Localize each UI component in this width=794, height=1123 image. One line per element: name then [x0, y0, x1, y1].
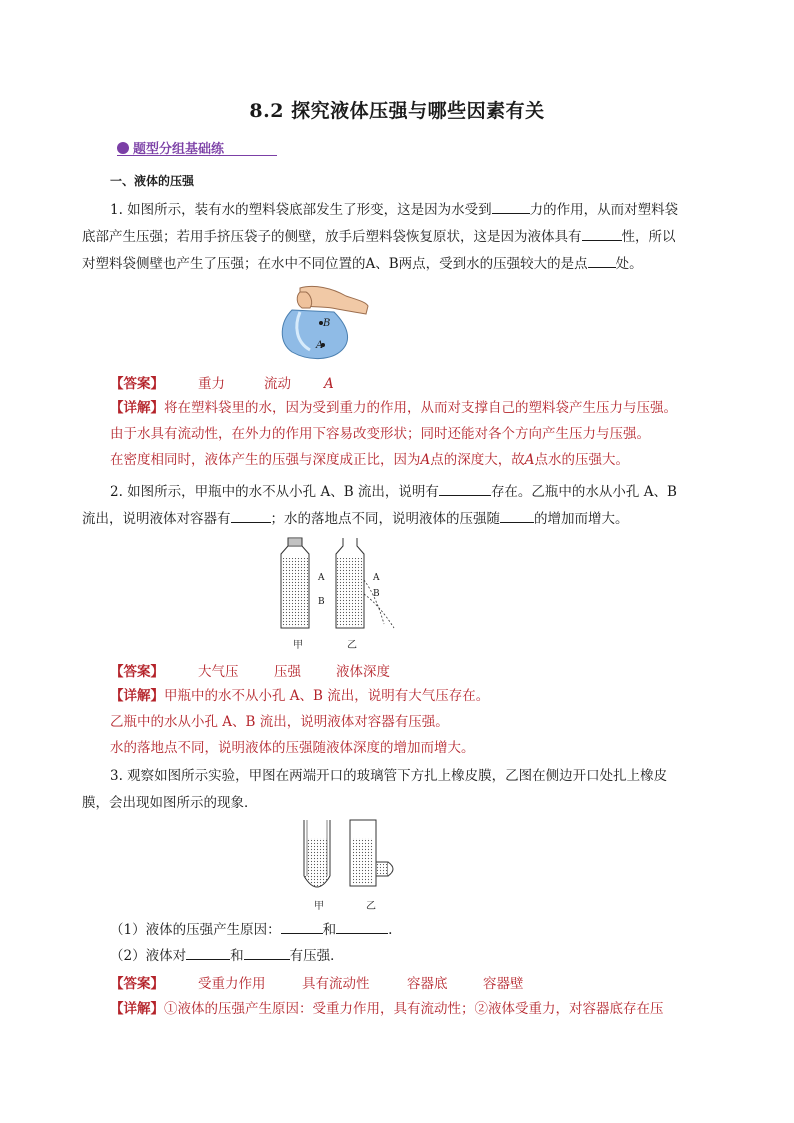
q3-sub2: [110, 944, 344, 966]
bullet-icon: [117, 142, 129, 154]
q3-text: （1）液体的压强产生原因：: [110, 922, 281, 938]
q3-line1: 3. 观察如图所示实验，甲图在两端开口的玻璃管下方扎上橡皮膜，乙图在侧边开口处扎上橡皮: [110, 768, 668, 784]
answer-tag: 【答案】: [110, 976, 164, 992]
bottle-jia-caption: 甲: [293, 640, 303, 651]
q1-text: 底部产生压强；若用手挤压袋子的侧壁，放手后塑料袋恢复原状，这是因为液体具有: [82, 229, 582, 245]
tube-jia-caption: 甲: [314, 901, 324, 912]
q3-text: 和: [230, 948, 244, 964]
q3-blank-4: [244, 944, 290, 960]
q1-blank-1: [492, 198, 530, 214]
q2-text: 存在。乙瓶中的水从小孔 A、B: [490, 484, 677, 500]
q3-answer-row: [110, 972, 524, 992]
q1-detail-text: 点的深度大，故: [430, 452, 525, 468]
q2-answer-3: 液体深度: [336, 664, 390, 680]
q2-detail-line3: 水的落地点不同，说明液体的压强随液体深度的增加而增大。: [110, 740, 475, 756]
q1-detail-text: 在密度相同时，液体产生的压强与深度成正比，因为: [110, 452, 421, 468]
q1-detail-text: 将在塑料袋里的水，因为受到重力的作用，从而对支撑自己的塑料袋产生压力与压强。: [164, 400, 677, 416]
q1-detail-text: A: [524, 452, 535, 468]
q3-detail-line1: [110, 999, 664, 1019]
detail-tag: 【详解】: [110, 688, 164, 704]
q1-line1: [110, 198, 678, 220]
subsection-title: 一、液体的压强: [110, 174, 195, 188]
q3-text: 和: [322, 922, 337, 938]
q2-detail-text: 甲瓶中的水不从小孔 A、B 流出，说明有大气压存在。: [164, 688, 490, 704]
page-title: 8.2 探究液体压强与哪些因素有关: [249, 100, 545, 122]
q3-sub1: [110, 918, 392, 940]
q1-answer-2: 流动: [264, 376, 291, 392]
tubes-figure: [298, 818, 402, 892]
q1-detail-text: A: [420, 452, 431, 468]
q2-text: 的增加而增大。: [534, 511, 629, 527]
q3-answer-3: 容器底: [407, 976, 448, 992]
bottle-yi-label-b: B: [373, 589, 380, 599]
q2-blank-1: [439, 480, 491, 496]
q2-text: ；水的落地点不同，说明液体的压强随: [270, 511, 500, 527]
q2-answer-row: [110, 660, 390, 680]
section-underline: [117, 155, 277, 156]
q3-answer-4: 容器壁: [483, 976, 524, 992]
section-title: 题型分组基础练: [133, 142, 225, 157]
q3-text: .: [388, 922, 393, 938]
q1-text: 处。: [615, 256, 643, 272]
q2-detail-line1: [110, 686, 489, 706]
figure-label-a: A: [316, 340, 324, 351]
answer-tag: 【答案】: [110, 376, 164, 392]
bottles-figure: [276, 536, 406, 632]
q2-blank-3: [500, 507, 534, 523]
bottle-jia-label-b: B: [318, 597, 325, 607]
q1-blank-3: [588, 252, 616, 268]
q2-text: 2. 如图所示，甲瓶中的水不从小孔 A、B 流出，说明有: [110, 484, 439, 500]
q3-text: 有压强．: [289, 948, 344, 964]
q2-detail-line2: 乙瓶中的水从小孔 A、B 流出，说明液体对容器有压强。: [110, 714, 449, 730]
q3-blank-3: [186, 944, 230, 960]
q2-line2: [82, 507, 629, 529]
q1-answer-row: [110, 372, 334, 392]
q1-text: 1. 如图所示，装有水的塑料袋底部发生了形变，这是因为水受到: [110, 202, 492, 218]
q1-detail-text: 点水的压强大。: [534, 452, 629, 468]
bottle-jia-label-a: A: [318, 573, 325, 583]
q3-detail-text: ①液体的压强产生原因：受重力作用，具有流动性；②液体受重力，对容器底存在压: [164, 1001, 664, 1017]
q1-text: 对塑料袋侧壁也产生了压强；在水中不同位置的A、B两点，受到水的压强较大的是点: [82, 256, 588, 272]
detail-tag: 【详解】: [110, 1001, 164, 1017]
q1-detail-line2: 由于水具有流动性，在外力的作用下容易改变形状；同时还能对各个方向产生压力与压强。: [110, 426, 650, 442]
q2-line1: [110, 480, 677, 502]
detail-tag: 【详解】: [110, 400, 164, 416]
bottle-yi-caption: 乙: [347, 640, 357, 651]
q1-text: 力的作用，从而对塑料袋: [529, 202, 679, 218]
q1-blank-2: [582, 225, 622, 241]
q3-text: （2）液体对: [110, 948, 187, 964]
q2-blank-2: [231, 507, 271, 523]
figure-label-b: B: [323, 318, 331, 329]
q1-text: 性，所以: [621, 229, 676, 245]
q1-line2: [82, 225, 676, 247]
q2-answer-2: 压强: [274, 664, 301, 680]
q3-line2: 膜，会出现如图所示的现象．: [82, 795, 258, 811]
q3-blank-2: [336, 918, 388, 934]
q3-answer-2: 具有流动性: [302, 976, 370, 992]
q1-answer-3: A: [324, 376, 334, 392]
q1-answer-1: 重力: [198, 376, 225, 392]
q1-detail-line3: [110, 450, 629, 470]
q2-text: 流出，说明液体对容器有: [82, 511, 231, 527]
q3-answer-1: 受重力作用: [198, 976, 266, 992]
bottle-yi-label-a: A: [373, 573, 380, 583]
q3-blank-1: [281, 918, 323, 934]
tube-yi-caption: 乙: [366, 901, 376, 912]
q1-line3: [82, 252, 643, 274]
answer-tag: 【答案】: [110, 664, 164, 680]
q1-detail-line1: [110, 398, 677, 418]
q2-answer-1: 大气压: [198, 664, 239, 680]
